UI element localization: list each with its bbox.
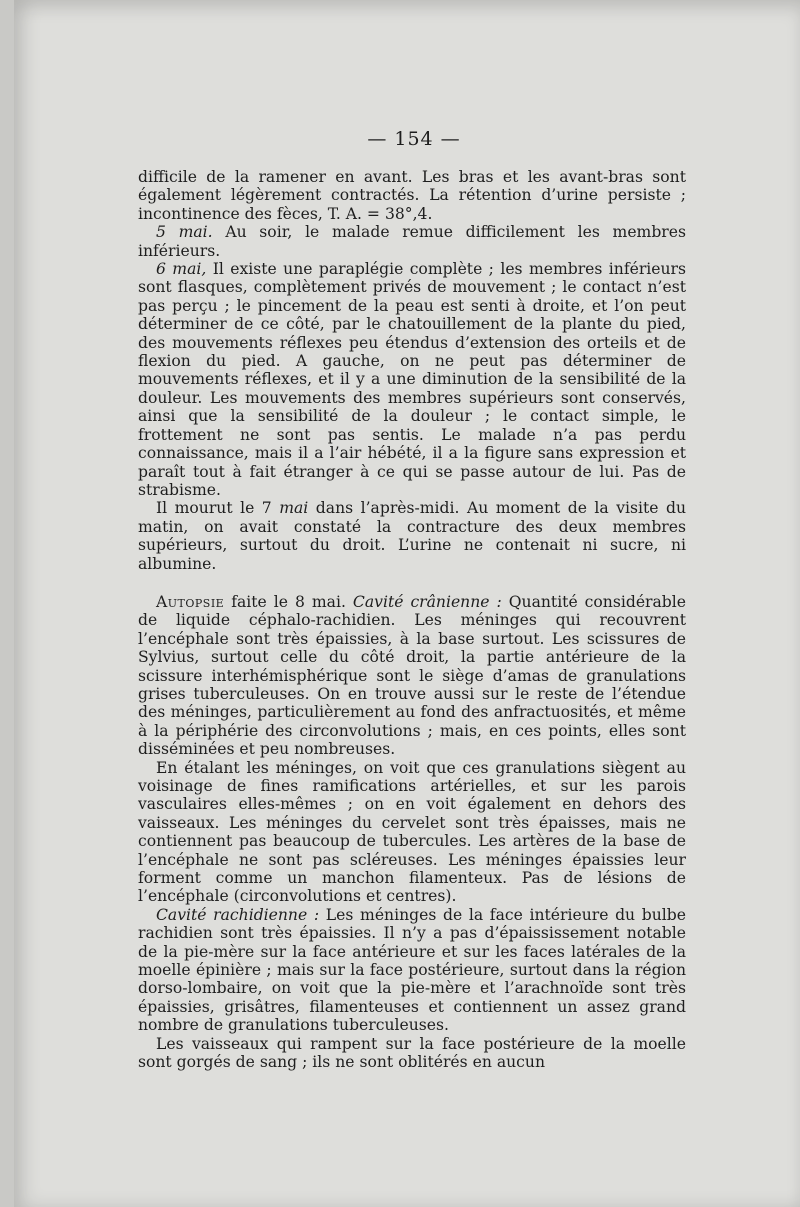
cavite-cranienne-heading: Cavité crânienne : xyxy=(352,592,502,611)
paragraph-5-mai xyxy=(138,223,686,260)
paragraph-6-mai-text: Il existe une paraplégie complète ; les membres inférieurs sont flasques, complètement privés de mouvement ; le contact n’est pas perçu ; le pincement de la peau est senti à droite, et l’on peut déterminer de ce côté, par le chatouillement de la plante du pied, des mouvements réflexes peu étendus d’extension des orteils et de flexion du pied. A gauche, on ne peut pas déterminer de mouvements réflexes, et il y a une diminution de la sensibilité de la douleur. Les mouvements des membres supérieurs sont conservés, ainsi que la sensibilité de la douleur ; le contact simple, le frottement ne sont pas sentis. Le malade n’a pas perdu connaissance, mais il a l’air hébété, il a la figure sans expression et paraît tout à fait étranger à ce qui se passe autour de lui. Pas de strabisme. xyxy=(138,260,686,499)
paragraph-death-text: dans l’après-midi. Au moment de la visite du matin, on avait constaté la contracture des deux membres supérieurs, surtout du droit. L’urine ne contenait ni sucre, ni albumine. xyxy=(138,499,686,573)
paragraph-rachidienne xyxy=(138,906,686,1035)
paragraph-meninges: En étalant les méninges, on voit que ces granulations siègent au voisinage de fines ramifications artérielles, et sur les parois vasculaires elles-mêmes ; on en voit également en dehors des vaisseaux. Les méninges du cervelet sont très épaisses, mais ne contiennent pas beaucoup de tubercules. Les artères de la base de l’encéphale ne sont pas scléreuses. Les méninges épaissies leur forment comme un manchon filamenteux. Pas de lésions de l’encéphale (circonvolutions et centres). xyxy=(138,758,686,906)
autopsie-text: Quantité considérable de liquide céphalo-rachidien. Les méninges qui recouvrent l’encéphale sont très épaissies, à la base surtout. Les scissures de Sylvius, surtout celle du côté droit, la partie antérieure de la scissure interhémisphérique sont le siège d’amas de granulations grises tuberculeuses. On en trouve aussi sur le reste de l’étendue des méninges, particulièrement au fond des anfractuosités, et même à la périphérie des circonvolutions ; mais, en ces points, elles sont disséminées et peu nombreuses. xyxy=(138,592,686,759)
paragraph-vaisseaux: Les vaisseaux qui rampent sur la face postérieure de la moelle sont gorgés de sang ; ils ne sont oblitérés en aucun xyxy=(138,1034,686,1072)
rachidienne-text: Les méninges de la face intérieure du bulbe rachidien sont très épaissies. Il n’y a pas d’épaississement notable de la pie-mère sur la face antérieure et sur les faces latérales de la moelle épinière ; mais sur la face postérieure, surtout dans la région dorso-lombaire, on voit que la pie-mère et l’arachnoïde sont très épaissies, grisâtres, filamenteuses et contiennent un assez grand nombre de granulations tuberculeuses. xyxy=(138,905,686,1035)
date-7-mai: mai xyxy=(279,499,309,518)
paragraph-death xyxy=(138,499,686,573)
date-5-mai: 5 mai. xyxy=(156,223,213,242)
section-gap xyxy=(138,573,686,593)
paragraph-autopsie xyxy=(138,593,686,759)
cavite-rachidienne-heading: Cavité rachidienne : xyxy=(156,905,320,924)
body-text xyxy=(138,168,686,1072)
date-6-mai: 6 mai, xyxy=(156,260,207,279)
paragraph-death-pre: Il mourut le 7 xyxy=(156,499,280,518)
page-number: — 154 — xyxy=(367,128,461,150)
autopsie-label: Autopsie xyxy=(156,592,225,611)
autopsie-pre: faite le 8 mai. xyxy=(224,592,353,611)
paragraph-5-mai-text: Au soir, le malade remue difficilement les membres inférieurs. xyxy=(138,223,686,260)
paragraph-continuation: difficile de la ramener en avant. Les bras et les avant-bras sont également légèrement contractés. La rétention d’urine persiste ; incontinence des fèces, T. A. = 38°,4. xyxy=(138,168,686,223)
paragraph-6-mai xyxy=(138,260,686,499)
book-page xyxy=(14,0,800,1207)
